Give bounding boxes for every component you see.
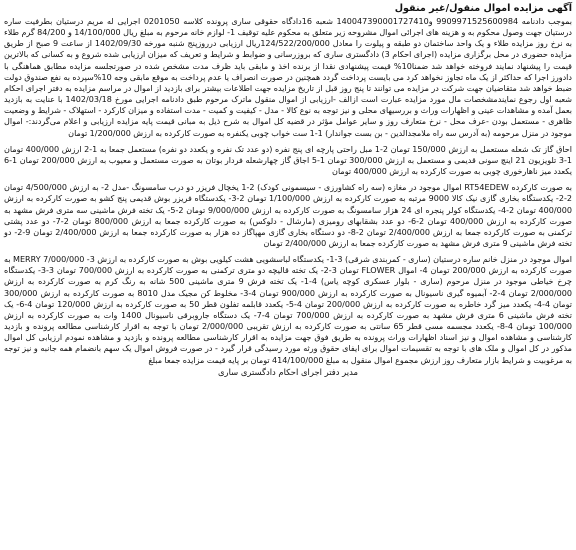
notice-paragraph: به صورت کارکرده RT54EDEW اموال موجود در مغازه (سه راه کشاورزی - سیسمونی کودک) 2-1 یخچال فریزر دو درب سامسونگ -مدل 2- به ارزش 4/500/000 تومان 2-2- یکدستگاه بخاری گازی نیک کالا 9000 مرتبه به صورت کارکرده به ارزش 1/100/000 تومان 2-3- یکدستگاه فریزر بوش قدیمی پنج کشو به صورت کارکرده به ارزش 400/000 تومان 2-4- یکدستگاه کولر پنجره ای 24 هزار سامسونگ به صورت کارکرده به ارزش 9/000/000 تومان 2-5- یک تخته فرش ماشینی سه متری فرش مشهد به صورت کارکرده به ارزش 400/000 تومان 2-6- دو عدد بشقابهای رومیزی (مارشال - دلوکس) به صورت کارکرده جمعا به ارزش 800/000 تومان 2-7- دو عدد پشتی ترکمنی به صورت کارکرده جمعا به ارزش 2/400/000 تومان 2-8- دو دستگاه بخاری گازی مهپاگاز ده هزار به صورت کارکرده جمعا به ارزش 2/400/000 تومان 9-2- دو تخته فرش ماشینی 9 متری فرش مشهد به صورت کارکرده جمعا به ارزش 2/400/000 تومان [4, 183, 572, 248]
notice-signature: مدیر دفتر اجرای احکام دادگستری ساری [217, 366, 358, 377]
notice-paragraph: بموجب دادنامه 9909971525600984 و140047390001727410 شعبه 16دادگاه حقوقی ساری پرونده کلاسه 0201050 اجرایی له مریم درستیان بطرفیت ساره درستیان جهت وصول محکوم به و هزینه های اجرائی اموال مشروحه زیر متعلق به محکوم علیه توقیف 1- لوازم خانه مرحوم به مبلغ ریال 14/100/000 و 84/200 گرم طلاء به نرخ روز مزایده طلاء و یک واحد ساختمان دو طبقه و پیلوت را معادل 124/522/200/000ریال ارزیابی درروزپنج شنبه مورخه 1402/09/30 از ساعت 9 صبح از طریق مزایده حضوری در محل برگزاری مزایده (اجرای احکام 3) دادگستری ساری که بروزرسانی و ضوابط و شرایط و تعریف که میزان ارزیابی شده شروع و به کسانی که بالاترین قیمت را پیشنهاد نمایند فروخته خواهد شد ضمنا10% قیمت پیشنهادی نقدا از برنده اخذ و مابقی باید ظرف مدت مشخص شده در صورتجلسه مزایده مطابق هماهنگی با دادورز اجرا که حداکثر از یک ماه تجاوز نخواهد کرد می بایست پرداخت گردد همچنین در صورت انصراف یا عدم پرداخت به موقع مابقی وجه 10%سپرده به نفع صندوق دولت ضبط خواهد شد متقاضیان جهت شرکت در مزایده می توانند تا پنج روز قبل از تاریخ مزایده جهت اطلاعات بیشتر برای بازدید از اموال در مراسم مزایده به دفتر اجرای احکام شعبه اول رجوع نمایندمشخصات مال مورد مزایده عبارت است ازالف -ارزیابی از اموال منقول ماترک مرحوم طبق دادنامه اجرایی مورخ 1402/03/18 با عنایت به بازدید بعمل آمده و مشاهدات عینی و اظهارات وراث و بررسیهای محلی و نیز توجه به نوع کالا - مدل - کیفیت و کمیت - مدت استفاده و میزان کارکرد - استهلاک - شرایط و وضعیت ظاهری - مستعمل بودن -عرف محل - نرخ متعارف روز و سایر عوامل مؤثر در قضیه کل اموال به شرح ذیل به مبانی قیمت پایه مزایده ارزیابی و اعلام می‌گردند:- اموال موجود در منزل مرحومه (به آدرس سه راه ملامجدالدین - بن بست جواندار) 1-1 ست خواب چوبی یکنفره به صورت کارکرده به ارزش 1/200/000 تومان [4, 17, 573, 138]
notice-title: آگهی مزایده اموال منقول/غیر منقول [394, 3, 572, 14]
notice-paragraph: اموال موجود در منزل خانم ساره درستیان (ساری - کمربندی شرقی) 3-1- یکدستگاه لباسشویی هشت کیلویی بوش به صورت کارکرده به ارزش 3- 7/000/000 MERRY به صورت کارکرده به ارزش 200/000 تومان 4- اموال FLOWER تومان 3-2- یک تخته قالیچه دو متری ترکمنی به صورت کارکرده به ارزش 700/000 تومان 3-3- یکدستگاه چرخ خیاطی موجود در منزل مرحوم (ساری - بلوار عسکری کوچه یاس) 4-1- یک تخته فرش 9 متری ماشینی 500 شانه به رنگ کرم به صورت کارکرده به ارزش 2/000/000 تومان 4-2- آبمیوه گیری ناسیونال به صورت کارکرده به ارزش 900/000 تومان 4-3- مخلوط کن مجیک مدل 8010 به صورت کارکرده به ارزش 300/000 تومان 4-4- یکعدد میز گرد خاطره به صورت کارکرده به ارزش 200/000 تومان 4-5- یکعدد قابلمه تفلون قطر 50 به صورت کارکرده به ارزش 120/000 تومان 4-6- یک تخته فرش ماشینی 6 متری فرش مشهد به صورت کارکرده به ارزش 700/000 تومان 4-7- یک دستگاه جاروبرقی ناسیونال 1400 وات به صورت کارکرده به ارزش 100/000 تومان 4-8- یکعدد مجسمه مسی قطر 65 سانتی به صورت کارکرده به ارزش تقریبی 2/000/000 تومان با توجه به اقرار کارشناسی مطالعه پرونده و بازدید کارشناسی و مشاهده اموال و نیز اسناد اظهارات وراث پرونده به طریق فوق جهت مزایده به اقرار کارشناسی مطالعه پرونده و بازدید و مشاهده نمودم ارزیابی کل اموال مذکور در کل اموال و ملک های با توجه به تقسیمات اموال برای ایفای حقوق ورثه مورد رسیدگی قرار گیرد - در صورت فروش اموال یک سهم بانضمام همه جانبه و نیز توجه به مرغوبیت و شرایط بازار متعارف روز ارزش مجموع اموال منقول به مبلغ 414/100/000 تومان بر پایه قیمت مزایده جمعا مبلغ [4, 255, 573, 365]
notice-paragraph: احاق گاز تک شعله مستعمل به ارزش 150/000 تومان 2-1 مبل راحتی پارچه ای پنج نفره (دو عدد تک نفره و یکعدد دو نفره) مستعمل جمعا به 1-2 ارزش 400/000 تومان 1-3 تلویزیون 21 اینچ سونی قدیمی و مستعمل به ارزش 300/000 تومان 1-5 اجاق گاز چهارشعله فردار بوتان به صورت مستعمل و معیوب به ارزش 200/000 تومان 1-6 یکعدد میز ناهارخوری چوبی به صورت کارکرده به ارزش 400/000 تومان [4, 144, 572, 177]
